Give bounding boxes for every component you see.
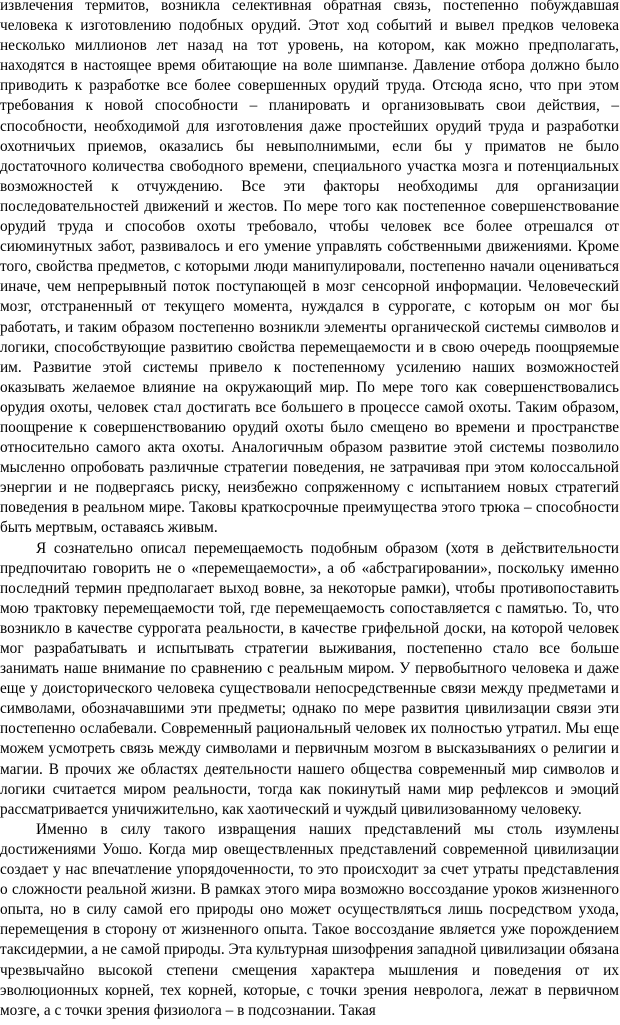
paragraph-1: извлечения термитов, возникла селективная обратная связь, постепенно побуждавшая человека к изготовлению подобных орудий. Этот ход событий и вывел предков человека несколько миллионов лет назад на тот уровень, на котором, как можно предполагать, находятся в настоящее время обитающие на воле шимпанзе. Давление отбора должно было приводить к разработке все более совершенных орудий труда. Отсюда ясно, что при этом требования к новой способности – планировать и организовывать свои действия, – способности, необходимой для изготовления даже простейших орудий труда и разработки охотничьих приемов, оказались бы невыполнимыми, если бы у приматов не было достаточного количества свободного времени, специального участка мозга и потенциальных возможностей к отчуждению. Все эти факторы необходимы для организации последовательностей движений и жестов. По мере того как постепенное совершенствование орудий труда и способов охоты требовало, чтобы человек все более отрешался от сиюминутных забот, развивалось и его умение управлять собственными движениями. Кроме того, свойства предметов, с которыми люди манипулировали, постепенно начали оцениваться иначе, чем непрерывный поток поступающей в мозг сенсорной информации. Человеческий мозг, отстраненный от текущего момента, нуждался в суррогате, с которым он мог бы работать, и таким образом постепенно возникли элементы органической системы символов и логики, способствующие развитию свойства перемещаемости и в свою очередь поощряемые им. Развитие этой системы привело к постепенному усилению наших возможностей оказывать желаемое влияние на окружающий мир. По мере того как совершенствовались орудия охоты, человек стал достигать все большего в процессе самой охоты. Таким образом, поощрение к совершенствованию орудий охоты было смещено во времени и пространстве относительно самого акта охоты. Аналогичным образом развитие этой системы позволило мысленно опробовать различные стратегии поведения, не затрачивая при этом колоссальной энергии и не подвергаясь риску, неизбежно сопряженному с испытанием новых стратегий поведения в реальном мире. Таковы краткосрочные преимущества этого трюка – способности быть мертвым, оставаясь живым.: [0, 0, 619, 537]
paragraph-3: Именно в силу такого извращения наших представлений мы столь изумлены достижениями Уошо. Когда мир овеществленных представлений современной цивилизации создает у нас впечатление упорядоченности, то это происходит за счет утраты представления о сложности реальной жизни. В рамках этого мира возможно воссоздание уроков жизненного опыта, но в силу самой его природы оно может осуществляться лишь посредством ухода, перемещения в сторону от жизненного опыта. Такое воссоздание является уже порождением таксидермии, а не самой природы. Эта культурная шизофрения западной цивилизации обязана чрезвычайно высокой степени смещения характера мышления и поведения от их эволюционных корней, тех корней, которые, с точки зрения невролога, лежат в первичном мозге, а с точки зрения физиолога – в подсознании. Такая: [0, 820, 619, 1019]
paragraph-2: Я сознательно описал перемещаемость подобным образом (хотя в действительности предпочитаю говорить не о «перемещаемости», а об «абстрагировании», поскольку именно последний термин предполагает выход вовне, за некоторые рамки), чтобы противопоставить мою трактовку перемещаемости той, где перемещаемость сопоставляется с памятью. То, что возникло в качестве суррогата реальности, в качестве грифельной доски, на которой человек мог разрабатывать и испытывать стратегии выживания, постепенно стало все больше занимать наше внимание по сравнению с реальным миром. У первобытного человека и даже еще у доисторического человека существовали непосредственные связи между предметами и символами, обозначавшими эти предметы; однако по мере развития цивилизации связи эти постепенно ослабевали. Современный рациональный человек их полностью утратил. Мы еще можем усмотреть связь между символами и первичным мозгом в высказываниях о религии и магии. В прочих же областях деятельности нашего общества современный мир символов и логики считается миром реальности, тогда как покинутый нами мир рефлексов и эмоций рассматривается уничижительно, как хаотический и чуждый цивилизованному человеку.: [0, 539, 619, 818]
